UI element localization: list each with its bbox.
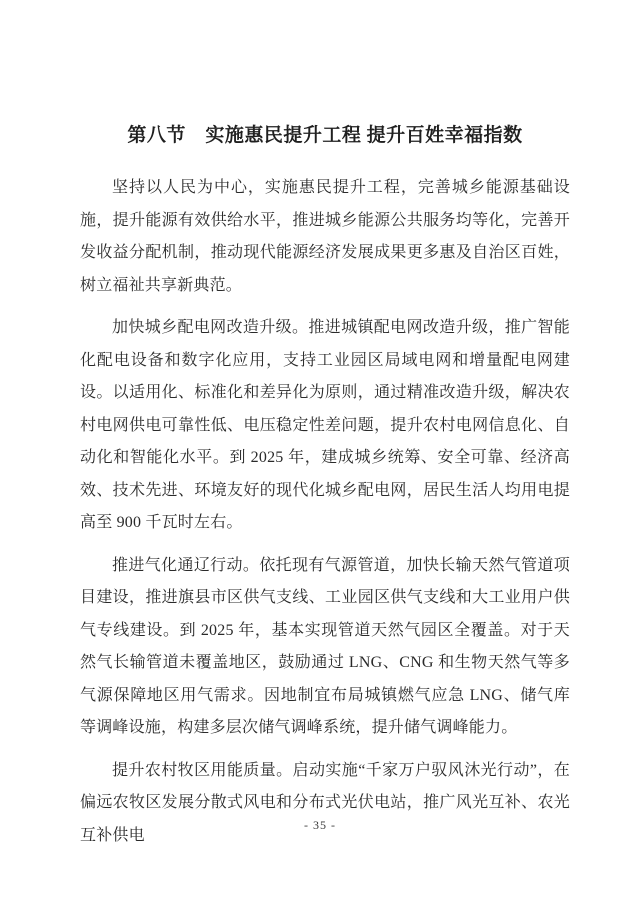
page-number: - 35 - bbox=[304, 818, 336, 832]
paragraph-4: 提升农村牧区用能质量。启动实施“千家万户驭风沐光行动”，在偏远农牧区发展分散式风电和分布式光伏电站，推广风光互补、农光互补供电 bbox=[80, 761, 570, 844]
section-title: 第八节 实施惠民提升工程 提升百姓幸福指数 bbox=[127, 125, 523, 146]
paragraph-3: 推进气化通辽行动。依托现有气源管道，加快长输天然气管道项目建设，推进旗县市区供气支线、工业园区供气支线和大工业用户供气专线建设。到 2025 年，基本实现管道天然气园区全覆盖。对于天然气长输管道未覆盖地区，鼓励通过 LNG、CNG 和生物天然气等多气源保障地区用气需求。因地制宜布局城镇燃气应急 LNG、储气库等调峰设施，构建多层次储气调峰系统，提升储气调峰能力。 bbox=[80, 556, 570, 736]
paragraph-1: 坚持以人民为中心，实施惠民提升工程，完善城乡能源基础设施，提升能源有效供给水平，推进城乡能源公共服务均等化，完善开发收益分配机制，推动现代能源经济发展成果更多惠及自治区百姓，树立福祉共享新典范。 bbox=[80, 179, 570, 294]
paragraph-2: 加快城乡配电网改造升级。推进城镇配电网改造升级，推广智能化配电设备和数字化应用，支持工业园区局域电网和增量配电网建设。以适用化、标准化和差异化为原则，通过精准改造升级，解决农村电网供电可靠性低、电压稳定性差问题，提升农村电网信息化、自动化和智能化水平。到 2025 年，建成城乡统筹、安全可靠、经济高效、技术先进、环境友好的现代化城乡配电网，居民生活人均用电提高至 900 千瓦时左右。 bbox=[80, 319, 570, 531]
